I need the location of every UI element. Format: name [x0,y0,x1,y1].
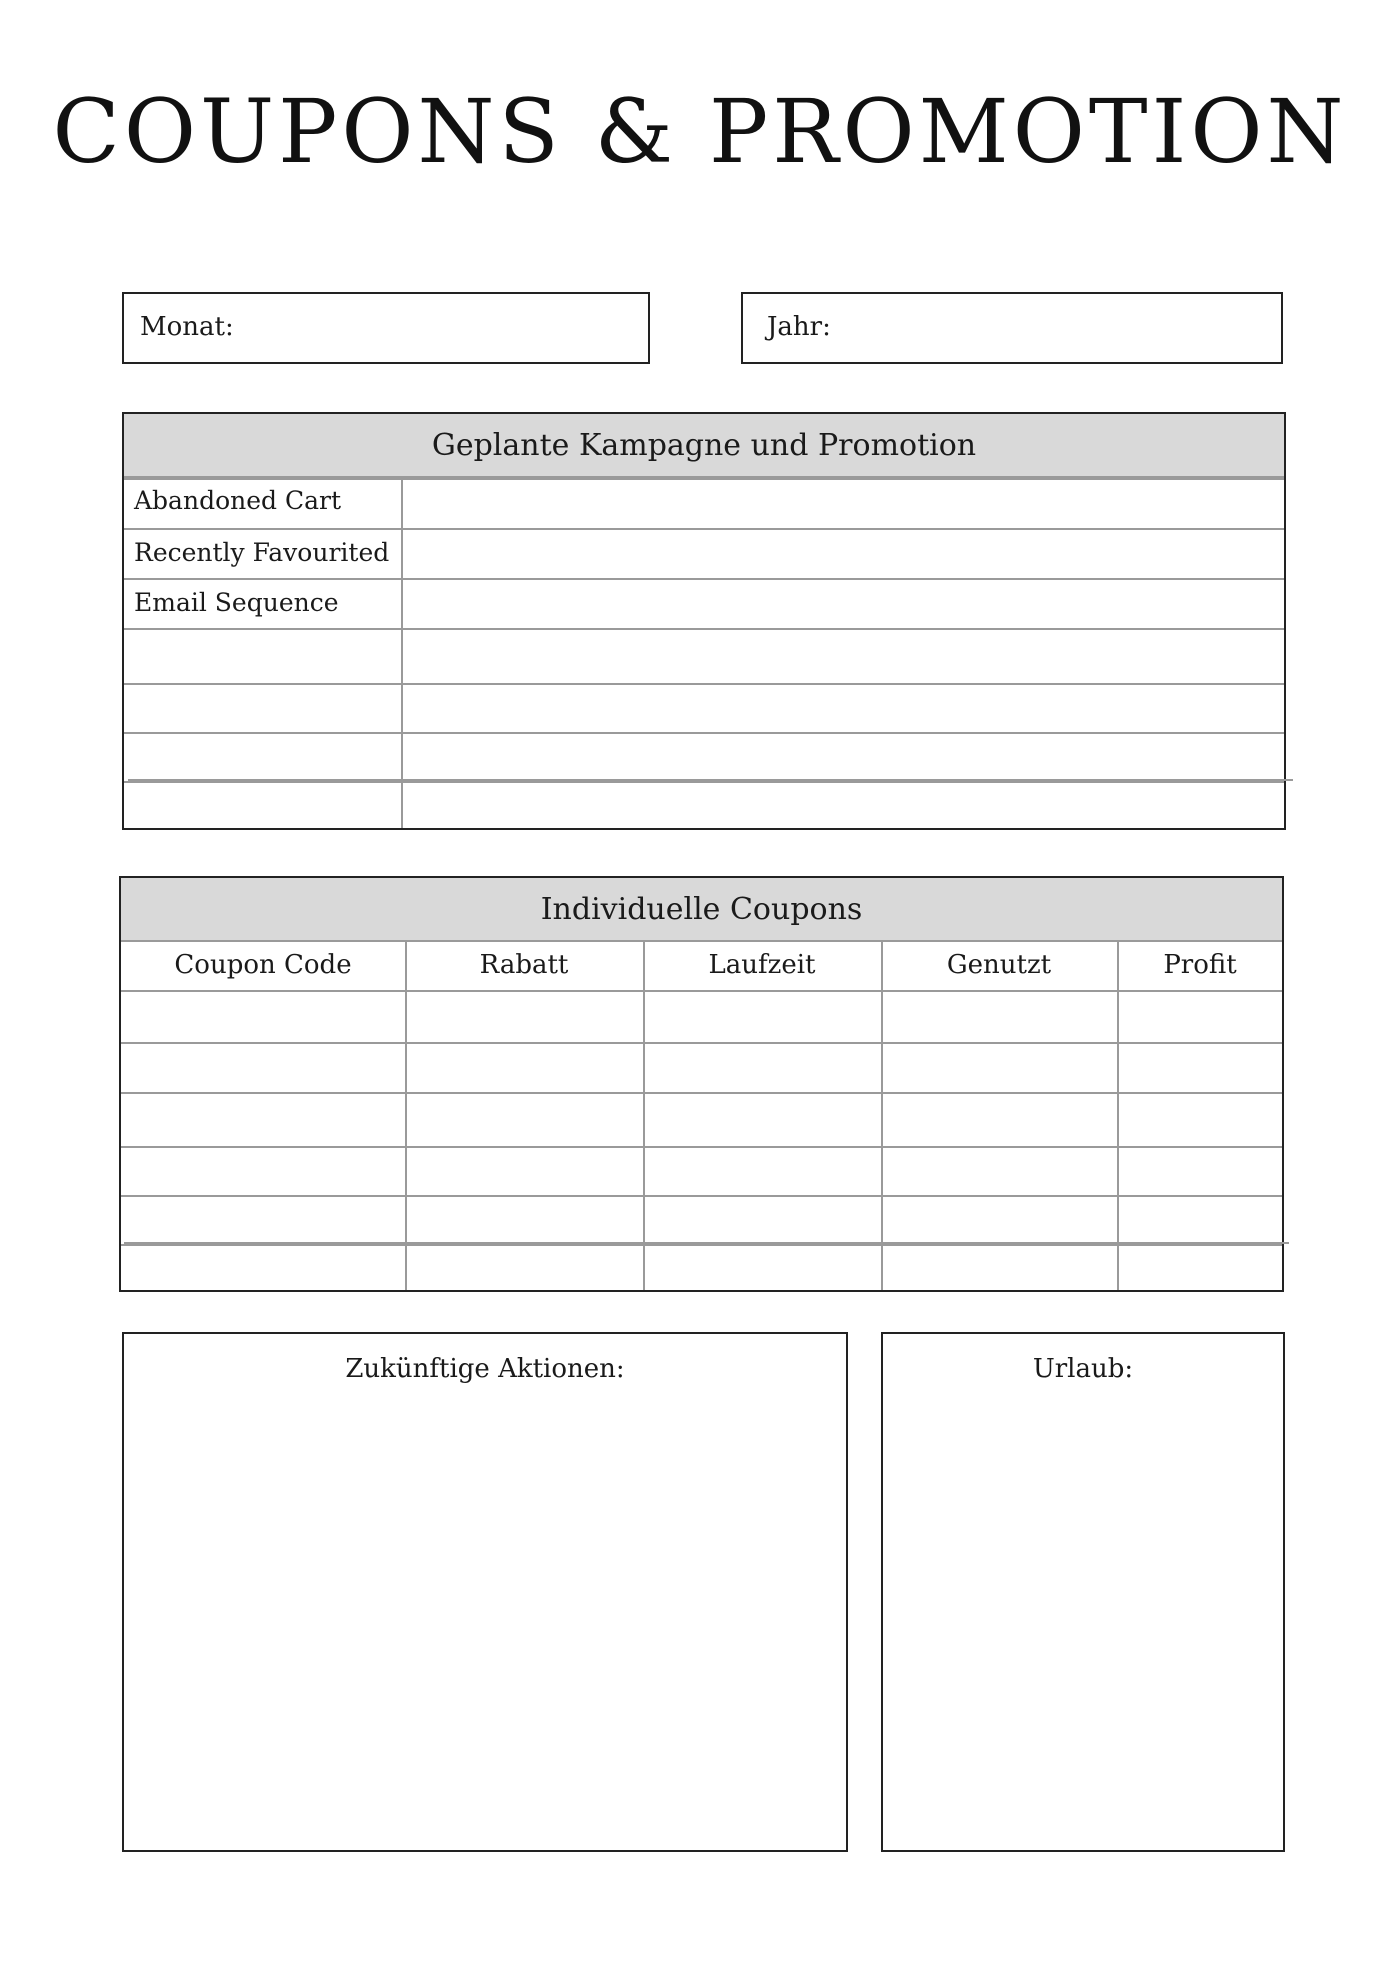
future-actions-box[interactable] [122,1332,848,1852]
coupon-table [119,876,1284,1292]
page-title: COUPONS & PROMOTION [52,80,1348,183]
coupon-row[interactable] [121,1146,1282,1195]
ruled-line [128,779,1293,781]
column-header-laufzeit: Laufzeit [708,950,816,980]
coupon-table-header: Individuelle Coupons [121,878,1282,942]
campaign-row[interactable] [124,683,1284,732]
coupon-row[interactable] [121,1042,1282,1092]
campaign-row[interactable] [124,732,1284,781]
coupon-row[interactable] [121,1092,1282,1146]
ruled-line [124,1242,1289,1244]
column-header-profit: Profit [1163,950,1237,980]
month-label: Monat: [140,312,234,342]
vacation-box[interactable] [881,1332,1285,1852]
column-header-genutzt: Genutzt [946,950,1052,980]
campaign-row[interactable] [124,578,1284,628]
campaign-row-label: Email Sequence [134,588,339,617]
year-label: Jahr: [767,312,831,342]
vacation-label: Urlaub: [1032,1354,1134,1384]
campaign-row[interactable] [124,781,1284,830]
campaign-row-label: Recently Favourited [134,538,390,567]
campaign-table-header: Geplante Kampagne und Promotion [124,414,1284,478]
campaign-table [122,412,1286,830]
year-field[interactable] [741,292,1283,364]
coupon-row[interactable] [121,1244,1282,1292]
campaign-row[interactable] [124,528,1284,578]
campaign-row[interactable] [124,628,1284,683]
campaign-row[interactable] [124,478,1284,528]
month-field[interactable] [122,292,650,364]
coupon-row[interactable] [121,1195,1282,1244]
coupon-row[interactable] [121,990,1282,1042]
campaign-row-label: Abandoned Cart [134,486,341,515]
column-header-coupon-code: Coupon Code [174,950,352,980]
column-header-rabatt: Rabatt [479,950,569,980]
future-actions-label: Zukünftige Aktionen: [345,1354,625,1384]
